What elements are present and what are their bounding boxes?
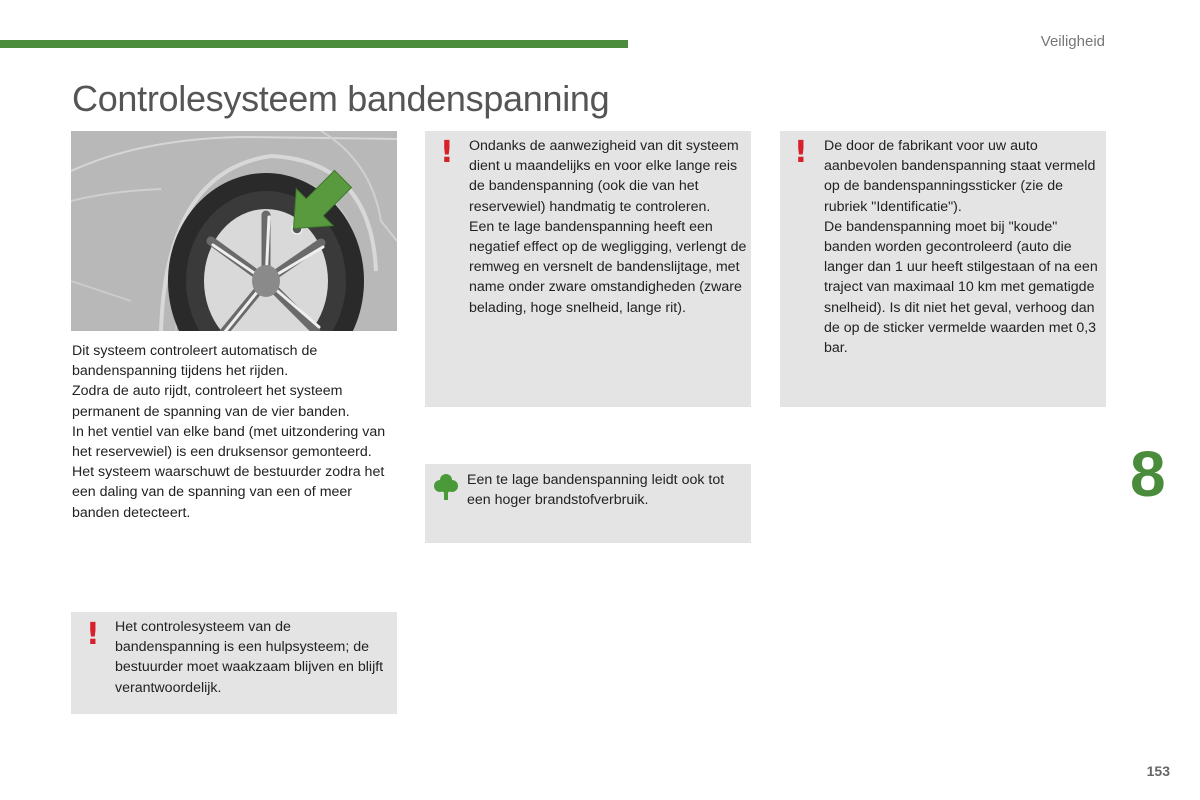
intro-paragraph: Het systeem waarschuwt de bestuurder zodra het een daling van de spanning van een of meer banden detecteert. — [72, 464, 385, 521]
eco-tip-paragraph: Een te lage bandenspanning leidt ook tot een hoger brandstofverbruik. — [467, 472, 725, 509]
warning-exclamation-icon: ! — [440, 135, 454, 170]
warning-box-recommended-pressure — [780, 131, 1106, 407]
warning-box-driver-responsibility — [71, 612, 397, 714]
page-title: Controlesysteem bandenspanning — [72, 78, 610, 119]
warning-text — [115, 617, 393, 698]
warning-exclamation-icon: ! — [86, 617, 100, 652]
eco-tree-icon — [434, 473, 458, 506]
warning-paragraph: Een te lage bandenspanning heeft een negatief effect op de wegligging, verlengt de remweg en versnelt de bandenslijtage, met name onder zware omstandigheden (zware belading, hoge snelheid, lange rit). — [469, 218, 747, 316]
warning-text — [824, 136, 1102, 358]
intro-text — [72, 341, 392, 523]
section-label: Veiligheid — [1040, 33, 1105, 50]
eco-tip-text — [467, 470, 747, 510]
chapter-number: 8 — [1130, 438, 1166, 510]
warning-paragraph: De bandenspanning moet bij "koude" banden worden gecontroleerd (auto die langer dan 1 uur heeft stilgestaan of na een traject van maximaal 10 km met gematigde snelheid). Is dit niet het geval, verhoog dan de op de sticker vermelde waarden met 0,3 bar. — [824, 218, 1098, 357]
warning-exclamation-icon: ! — [794, 135, 808, 170]
warning-paragraph: Het controlesysteem van de bandenspanning is een hulpsysteem; de bestuurder moet waakzaam blijven en blijft verantwoordelijk. — [115, 619, 384, 696]
header-accent-bar — [0, 40, 628, 48]
warning-box-manual-check — [425, 131, 751, 407]
eco-tip-box — [425, 464, 751, 543]
intro-paragraph: Zodra de auto rijdt, controleert het systeem permanent de spanning van de vier banden. — [72, 383, 350, 420]
warning-paragraph: Ondanks de aanwezigheid van dit systeem dient u maandelijks en voor elke lange reis de bandenspanning (ook die van het reservewiel) handmatig te controleren. — [469, 138, 739, 215]
warning-text — [469, 136, 747, 318]
page-number: 153 — [1146, 763, 1170, 779]
intro-paragraph: Dit systeem controleert automatisch de bandenspanning tijdens het rijden. — [72, 343, 318, 380]
intro-paragraph: In het ventiel van elke band (met uitzondering van het reservewiel) is een druksensor gemonteerd. — [72, 423, 386, 461]
warning-paragraph: De door de fabrikant voor uw auto aanbevolen bandenspanning staat vermeld op de bandenspanningssticker (zie de rubriek "Identificatie"). — [824, 138, 1096, 215]
wheel-illustration — [71, 131, 397, 331]
